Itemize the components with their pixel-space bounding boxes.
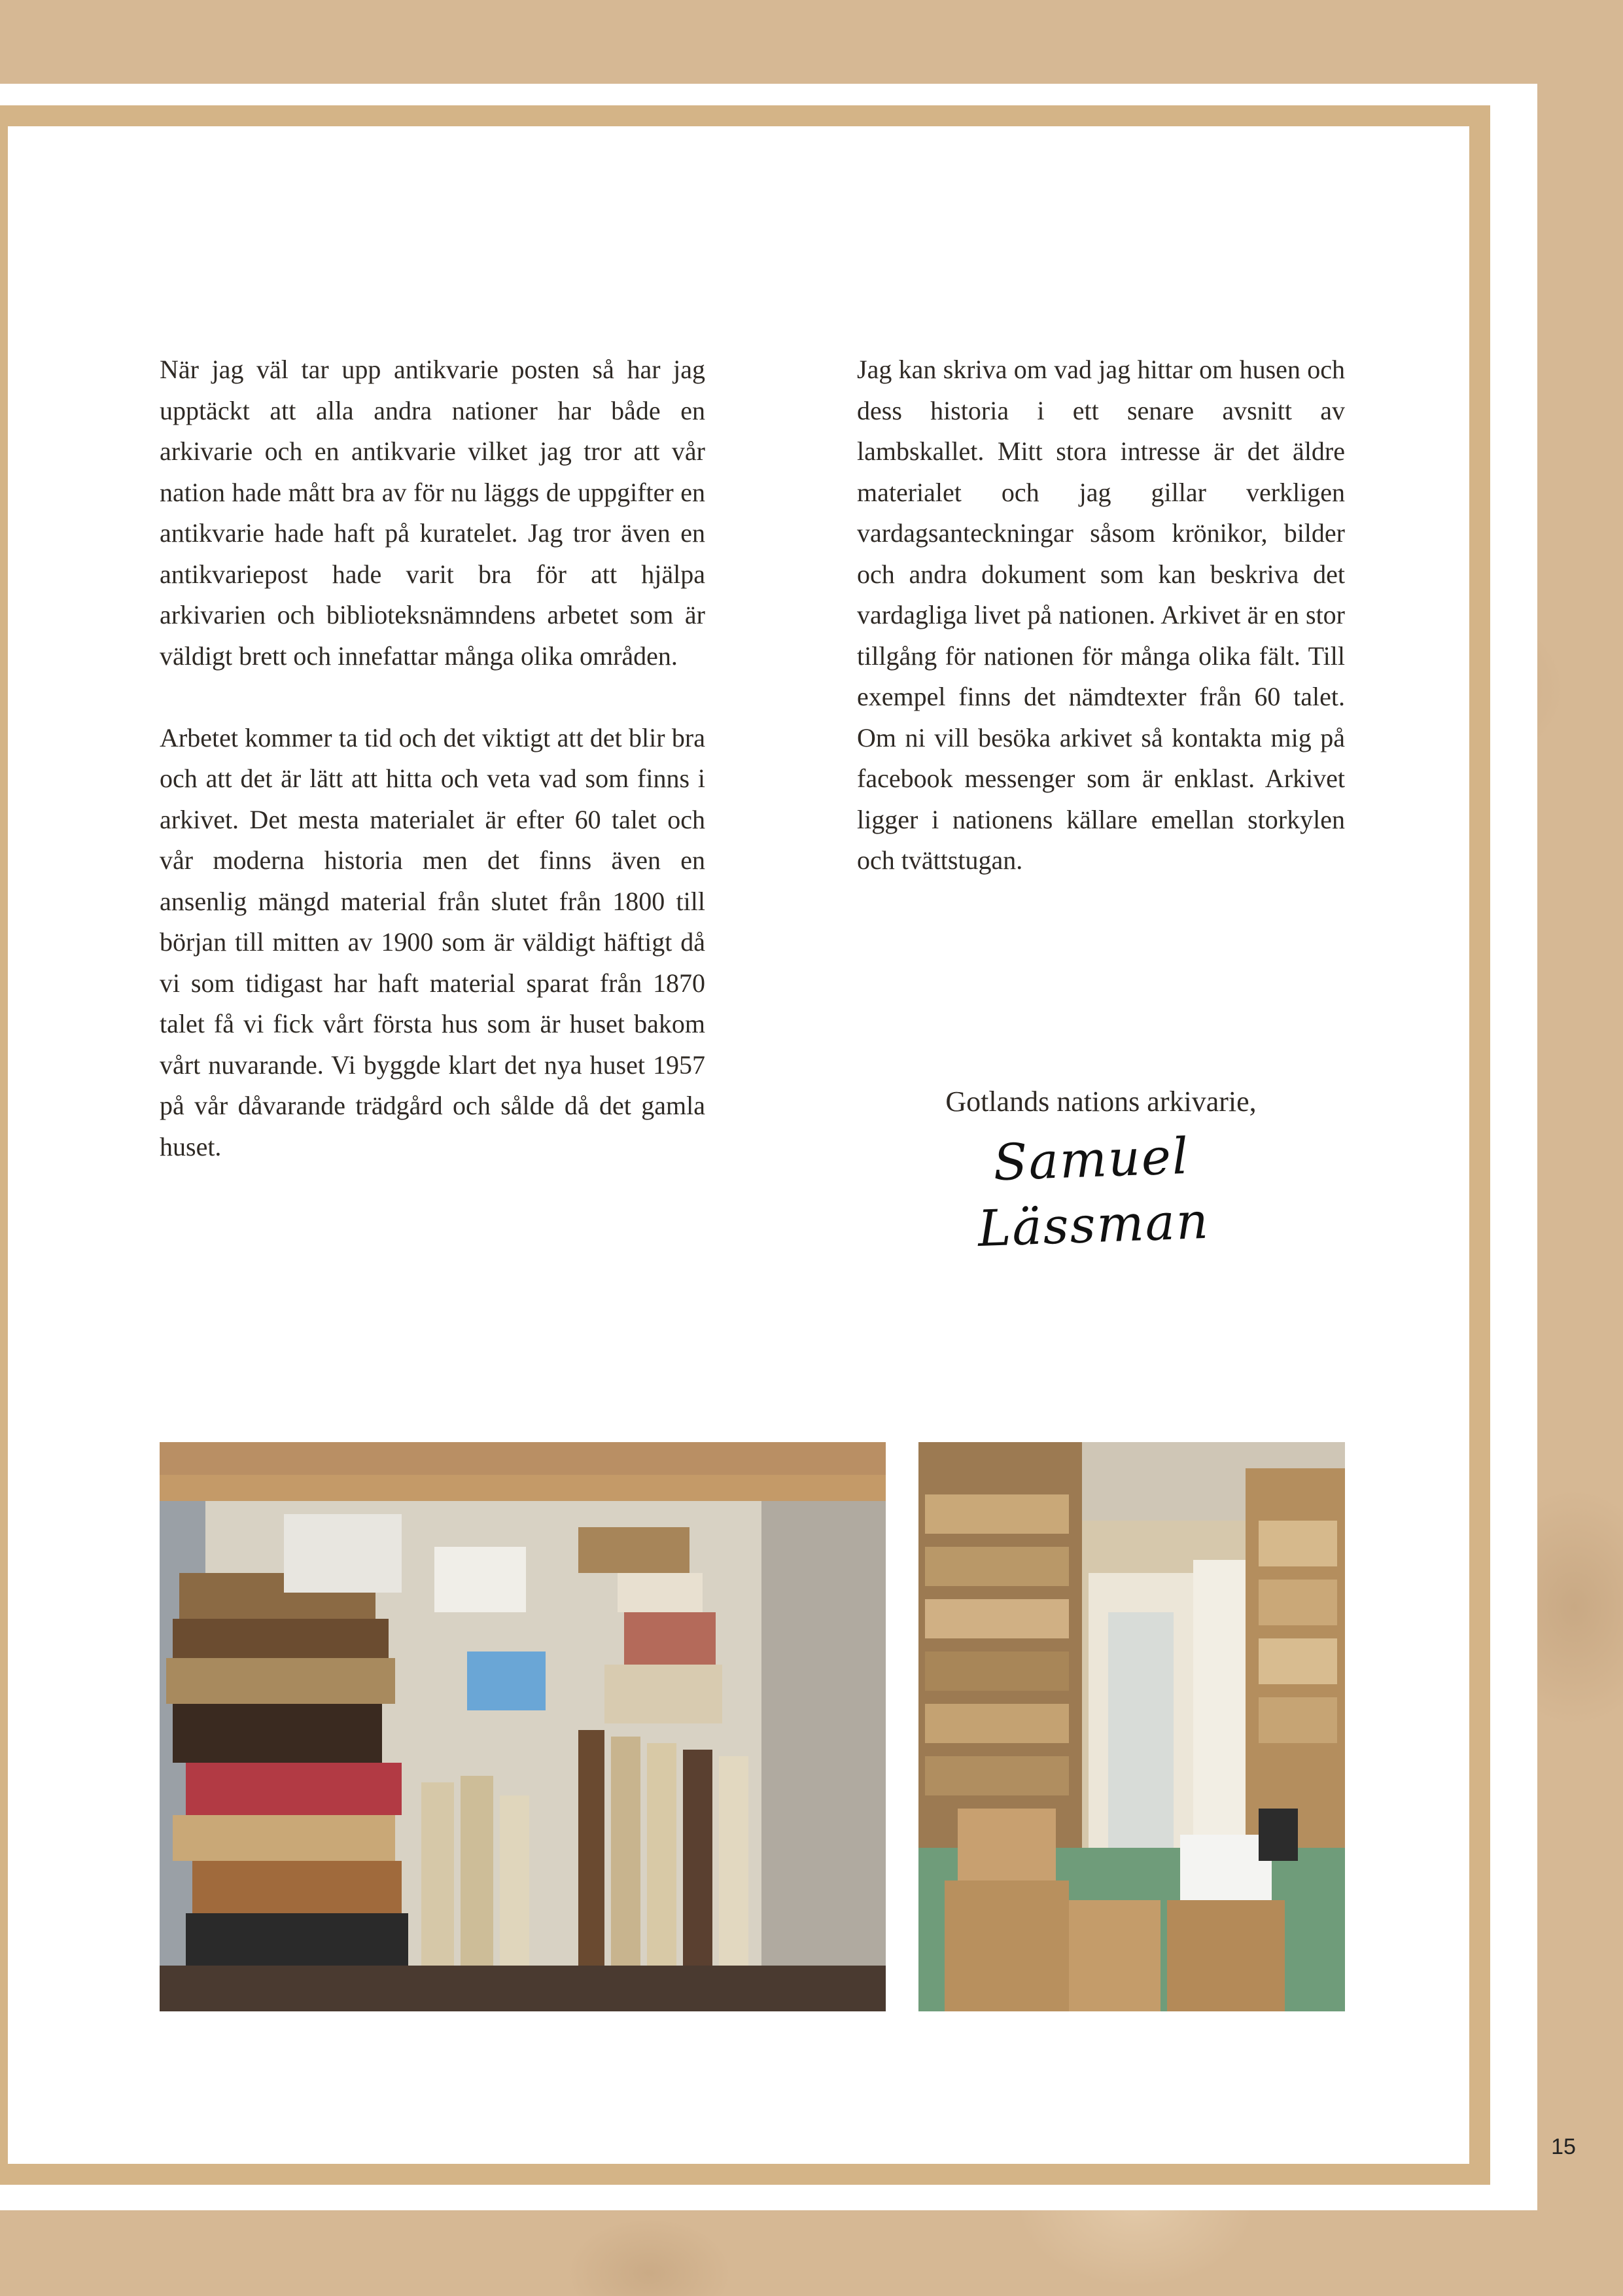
- signature-title: Gotlands nations arkivarie,: [945, 1086, 1257, 1118]
- signature-name: Samuel Lässman: [977, 1126, 1211, 1258]
- article-paragraph: När jag väl tar upp antikvarie posten så har jag upptäckt att alla andra nationer har både en arkivarie och en antikvarie vilket jag tror att vår nation hade mått bra av för nu läggs de uppgifter en antikvarie hade haft på kuratelet. Jag tror även en antikvariepost hade varit bra för att hjälpa arkivarien och biblioteksnämndens arbetet som är väldigt brett och innefattar många olika områden.: [160, 355, 705, 671]
- article-column-left: [160, 349, 705, 1167]
- article-column-right: [857, 349, 1345, 881]
- article-paragraph: Arbetet kommer ta tid och det viktigt att det blir bra och att det är lätt att hitta och veta vad som finns i arkivet. Det mesta materialet är efter 60 talet och vår moderna historia men det finns även en ansenlig mängd material från slutet från 1800 till början till mitten av 1900 som är väldigt häftigt då vi som tidigast har haft material sparat från 1870 talet få vi fick vårt första hus som är huset bakom vårt nuvarande. Vi byggde klart det nya huset 1957 på vår dåvarande trädgård och sålde då det gamla huset.: [160, 722, 705, 1161]
- article-paragraph: Jag kan skriva om vad jag hittar om husen och dess historia i ett senare avsnitt av lambskallet. Mitt stora intresse är det äldre materialet och jag gillar verkligen vardagsanteckningar såsom krönikor, bilder och andra dokument som kan beskriva det vardagliga livet på nationen. Arkivet är en stor tillgång för nationen för många olika fält. Till exempel finns det nämdtexter från 60 talet. Om ni vill besöka arkivet så kontakta mig på facebook messenger som är enklast. Arkivet ligger i nationens källare emellan storkylen och tvättstugan.: [857, 355, 1345, 875]
- archive-corridor-photo: [918, 1442, 1345, 2011]
- archive-books-photo: [160, 1442, 886, 2011]
- page-number: 15: [1551, 2134, 1576, 2159]
